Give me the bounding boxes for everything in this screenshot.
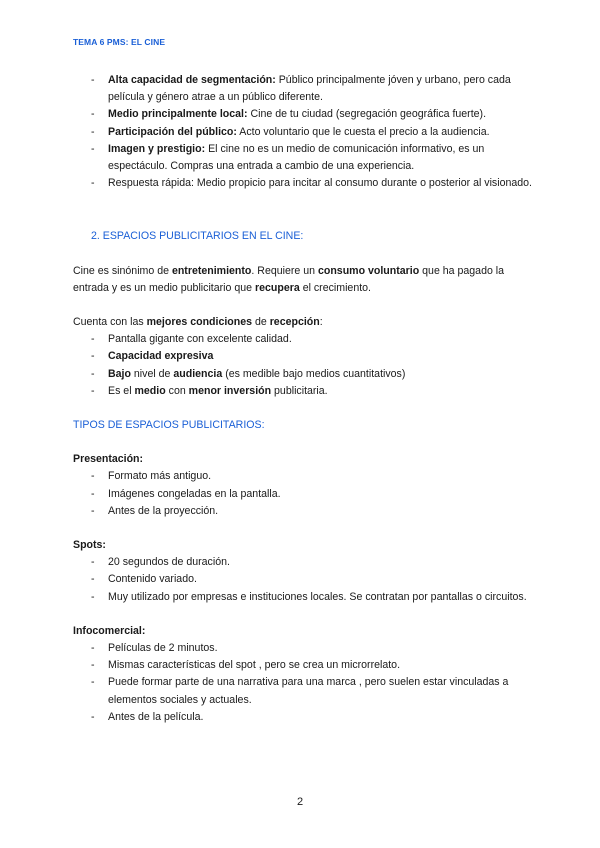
list-item [73,331,533,348]
characteristics-list [73,72,533,192]
list-item [73,141,533,175]
text-bold: mejores condiciones [146,316,253,329]
page-number: 2 [296,796,304,808]
text-run: (es medible bajo medios cuantitativos) [222,367,406,380]
presentacion-title: Presentación: [73,453,144,466]
list-item: - Antes de la proyección. [73,503,533,520]
list-item: - Formato más antiguo. [73,468,533,485]
spots-title: Spots: [73,539,106,552]
list-item: - Antes de la película. [73,709,533,726]
item-text: Acto voluntario que le cuesta el precio a la audiencia. [236,125,490,138]
item-text: Público principalmente jóven y urbano, pero cada película y género atrae a un público diferente. [108,74,511,104]
list-item [73,106,533,123]
text-run: publicitaria. [271,384,328,397]
subsection-heading: TIPOS DE ESPACIOS PUBLICITARIOS: [73,419,265,432]
paragraph-cine [73,263,533,297]
list-item [73,72,533,106]
text-run: que ha pagado la entrada y es un medio publicitario que [73,264,505,294]
list-item: - Imágenes congeladas en la pantalla. [73,486,533,503]
text-bold: recupera [254,281,300,294]
text-bold: medio [134,384,166,397]
list-item [73,366,533,383]
list-item: - Muy utilizado por empresas e instituciones locales. Se contratan por pantallas o circuitos. [73,589,533,606]
list-item [73,383,533,400]
paragraph-recepcion [73,314,533,331]
list-item [73,175,533,192]
presentacion-list [73,468,533,520]
item-text: El cine no es un medio de comunicación informativo, es un espectáculo. Compras una entrada a cambio de una experiencia. [108,142,485,173]
text-run: nivel de [130,367,174,380]
spots-list [73,554,533,606]
list-item [73,348,533,365]
text-run: : [319,316,323,329]
text-bold: menor inversión [188,384,272,397]
text-run: de [252,316,270,329]
text-run: Es el [108,384,135,397]
item-term: Capacidad expresiva [108,350,214,363]
item-term: Medio principalmente local: [108,108,248,121]
text-run: el crecimiento. [299,281,371,294]
list-item: - Puede formar parte de una narrativa para una marca , pero suelen estar vinculadas a elementos sociales y actuales. [73,674,533,708]
page-header: TEMA 6 PMS: EL CINE [73,37,166,47]
text-bold: entretenimiento [171,264,252,277]
section-heading: 2. ESPACIOS PUBLICITARIOS EN EL CINE: [91,230,304,243]
item-term: Participación del público: [108,125,237,138]
text-bold: audiencia [173,367,223,380]
item-text: Respuesta rápida: Medio propicio para incitar al consumo durante o posterior al visionado. [108,177,532,190]
item-term: Alta capacidad de segmentación: [108,74,276,86]
text-run: Cuenta con las [73,316,147,329]
item-text: Cine de tu ciudad (segregación geográfica fuerte). [247,108,487,121]
text-run: con [165,384,189,397]
text-bold: Bajo [108,367,131,380]
text-bold: recepción [269,316,320,329]
list-item: - Películas de 2 minutos. [73,640,533,657]
text-bold: consumo voluntario [317,264,420,277]
list-item [73,124,533,141]
list-item: - 20 segundos de duración. [73,554,533,571]
text-run: Cine es sinónimo de [73,264,172,277]
item-term: Imagen y prestigio: [108,142,206,155]
conditions-list [73,331,533,400]
infocomercial-list [73,640,533,726]
list-item: - Contenido variado. [73,571,533,588]
infocomercial-title: Infocomercial: [73,624,146,637]
list-item: - Mismas características del spot , pero se crea un microrrelato. [73,657,533,674]
item-text: Pantalla gigante con excelente calidad. [108,333,292,346]
page-content [73,72,533,726]
text-run: . Requiere un [251,264,318,277]
